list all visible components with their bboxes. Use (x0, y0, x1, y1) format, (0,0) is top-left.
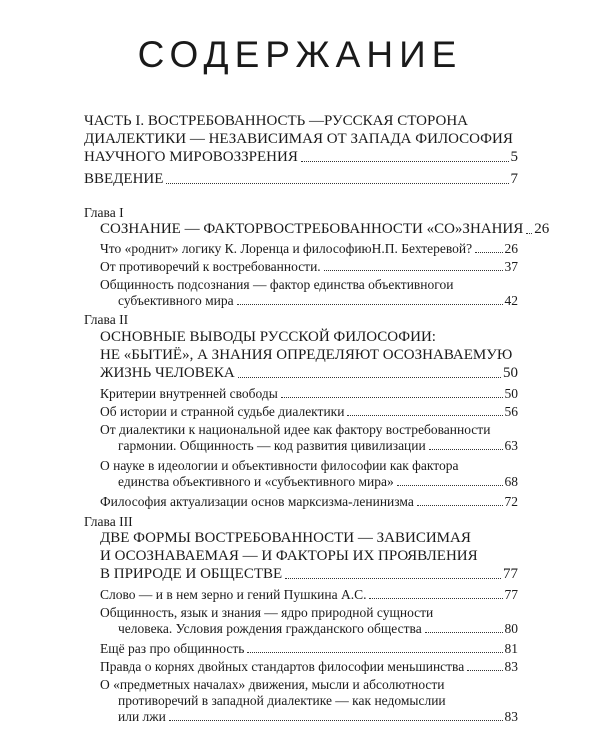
dot-leader (417, 505, 503, 506)
entry-title-line: Критерии внутренней свободы (100, 386, 278, 401)
entry-title-line: Об истории и странной судьбе диалектики (100, 404, 345, 419)
chapter-label: Глава I (84, 205, 124, 220)
entry-title-line: От противоречий к востребованности. (100, 259, 321, 274)
entry-title-line: Ещё раз про общинность (100, 641, 245, 656)
chapter-heading[interactable] (100, 529, 518, 583)
page-number: 7 (510, 171, 518, 187)
toc-entry[interactable] (100, 404, 518, 420)
entry-title-line: ЧАСТЬ I. ВОСТРЕБОВАННОСТЬ —РУССКАЯ СТОРОНА (84, 113, 469, 129)
entry-title-line: Общинность, язык и знания — ядро природной сущности (100, 605, 434, 620)
dot-leader (247, 652, 502, 653)
toc-entry[interactable] (100, 386, 518, 402)
chapter-heading[interactable] (100, 220, 550, 238)
page-number: 81 (504, 641, 518, 656)
page-number: 56 (504, 404, 518, 419)
page-number: 42 (504, 293, 518, 308)
entry-title-line: ВВЕДЕНИЕ (84, 171, 164, 187)
entry-title-line: Что «роднит» логику К. Лоренца и философиюН.П. Бехтеревой? (100, 241, 473, 256)
entry-title-line: человека. Условия рождения гражданского общества (118, 621, 422, 636)
entry-title-line: От диалектики к национальной идее как фактору востребованности (100, 422, 491, 437)
dot-leader (526, 233, 532, 234)
dot-leader (285, 578, 501, 579)
entry-title-line: СОЗНАНИЕ — ФАКТОРВОСТРЕБОВАННОСТИ «СО»ЗНАНИЯ (100, 221, 524, 237)
dot-leader (237, 304, 503, 305)
dot-leader (397, 485, 503, 486)
dot-leader (429, 449, 503, 450)
toc-entry-introduction[interactable] (84, 170, 518, 188)
dot-leader (324, 270, 503, 271)
entry-title-line: или лжи (118, 709, 166, 724)
dot-leader (166, 183, 508, 184)
page-number: 50 (504, 386, 518, 401)
chapter-label: Глава II (84, 312, 129, 327)
entry-title-line: ОСНОВНЫЕ ВЫВОДЫ РУССКОЙ ФИЛОСОФИИ: (100, 329, 436, 345)
entry-title-line: ДИАЛЕКТИКИ — НЕЗАВИСИМАЯ ОТ ЗАПАДА ФИЛОСОФИЯ (84, 131, 513, 147)
dot-leader (475, 252, 502, 253)
toc-entry[interactable] (100, 641, 518, 657)
toc-entry[interactable] (100, 241, 518, 257)
entry-title-line: единства объективного и «субъективного мира» (118, 474, 394, 489)
page-number: 77 (503, 566, 518, 582)
toc-entry[interactable] (100, 587, 518, 603)
page-number: 5 (510, 149, 518, 165)
toc-entry[interactable] (100, 659, 518, 675)
entry-title-line: ДВЕ ФОРМЫ ВОСТРЕБОВАННОСТИ — ЗАВИСИМАЯ (100, 530, 471, 546)
page-number: 63 (504, 438, 518, 453)
page-number: 26 (504, 241, 518, 256)
entry-title-line: В ПРИРОДЕ И ОБЩЕСТВЕ (100, 566, 283, 582)
toc-entry[interactable] (100, 422, 518, 454)
toc-entry[interactable] (100, 605, 518, 637)
page-number: 68 (504, 474, 518, 489)
chapter-heading[interactable] (100, 328, 518, 382)
entry-title-line: Философия актуализации основ марксизма-ленинизма (100, 494, 414, 509)
entry-title-line: НАУЧНОГО МИРОВОЗЗРЕНИЯ (84, 149, 298, 165)
toc-entry[interactable] (100, 677, 518, 725)
dot-leader (425, 632, 503, 633)
entry-title-line: противоречий в западной диалектике — как недомыслии (118, 693, 446, 708)
page-number: 26 (534, 221, 550, 237)
entry-title-line: Общинность подсознания — фактор единства объективногои (100, 277, 454, 292)
entry-title-line: гармонии. Общинность — код развития цивилизации (118, 438, 426, 453)
toc-entry[interactable] (100, 259, 518, 275)
toc-entry[interactable] (100, 494, 518, 510)
page-number: 83 (504, 659, 518, 674)
dot-leader (347, 415, 502, 416)
page-number: 72 (504, 494, 518, 509)
toc-entry[interactable] (100, 277, 518, 309)
page-number: 37 (504, 259, 518, 274)
page-number: 50 (503, 365, 518, 381)
toc-entry-part[interactable] (84, 112, 518, 166)
entry-title-line: НЕ «БЫТИЁ», А ЗНАНИЯ ОПРЕДЕЛЯЮТ ОСОЗНАВАЕМУЮ (100, 347, 513, 363)
dot-leader (169, 720, 503, 721)
page-number: 77 (504, 587, 518, 602)
entry-title-line: ЖИЗНЬ ЧЕЛОВЕКА (100, 365, 235, 381)
entry-title-line: О науке в идеологии и объективности философии как фактора (100, 458, 459, 473)
page-number: 80 (504, 621, 518, 636)
entry-title-line: Слово — и в нем зерно и гений Пушкина А.С. (100, 587, 367, 602)
toc-entry[interactable] (100, 458, 518, 490)
entry-title-line: субъективного мира (118, 293, 234, 308)
dot-leader (238, 377, 501, 378)
dot-leader (467, 670, 502, 671)
dot-leader (281, 397, 503, 398)
entry-title-line: О «предметных началах» движения, мысли и абсолютности (100, 677, 445, 692)
page-number: 83 (504, 709, 518, 724)
dot-leader (301, 161, 509, 162)
page-title: СОДЕРЖАНИЕ (137, 34, 463, 75)
chapter-label: Глава III (84, 514, 133, 529)
entry-title-line: Правда о корнях двойных стандартов философии меньшинства (100, 659, 465, 674)
entry-title-line: И ОСОЗНАВАЕМАЯ — И ФАКТОРЫ ИХ ПРОЯВЛЕНИЯ (100, 548, 478, 564)
dot-leader (369, 598, 502, 599)
